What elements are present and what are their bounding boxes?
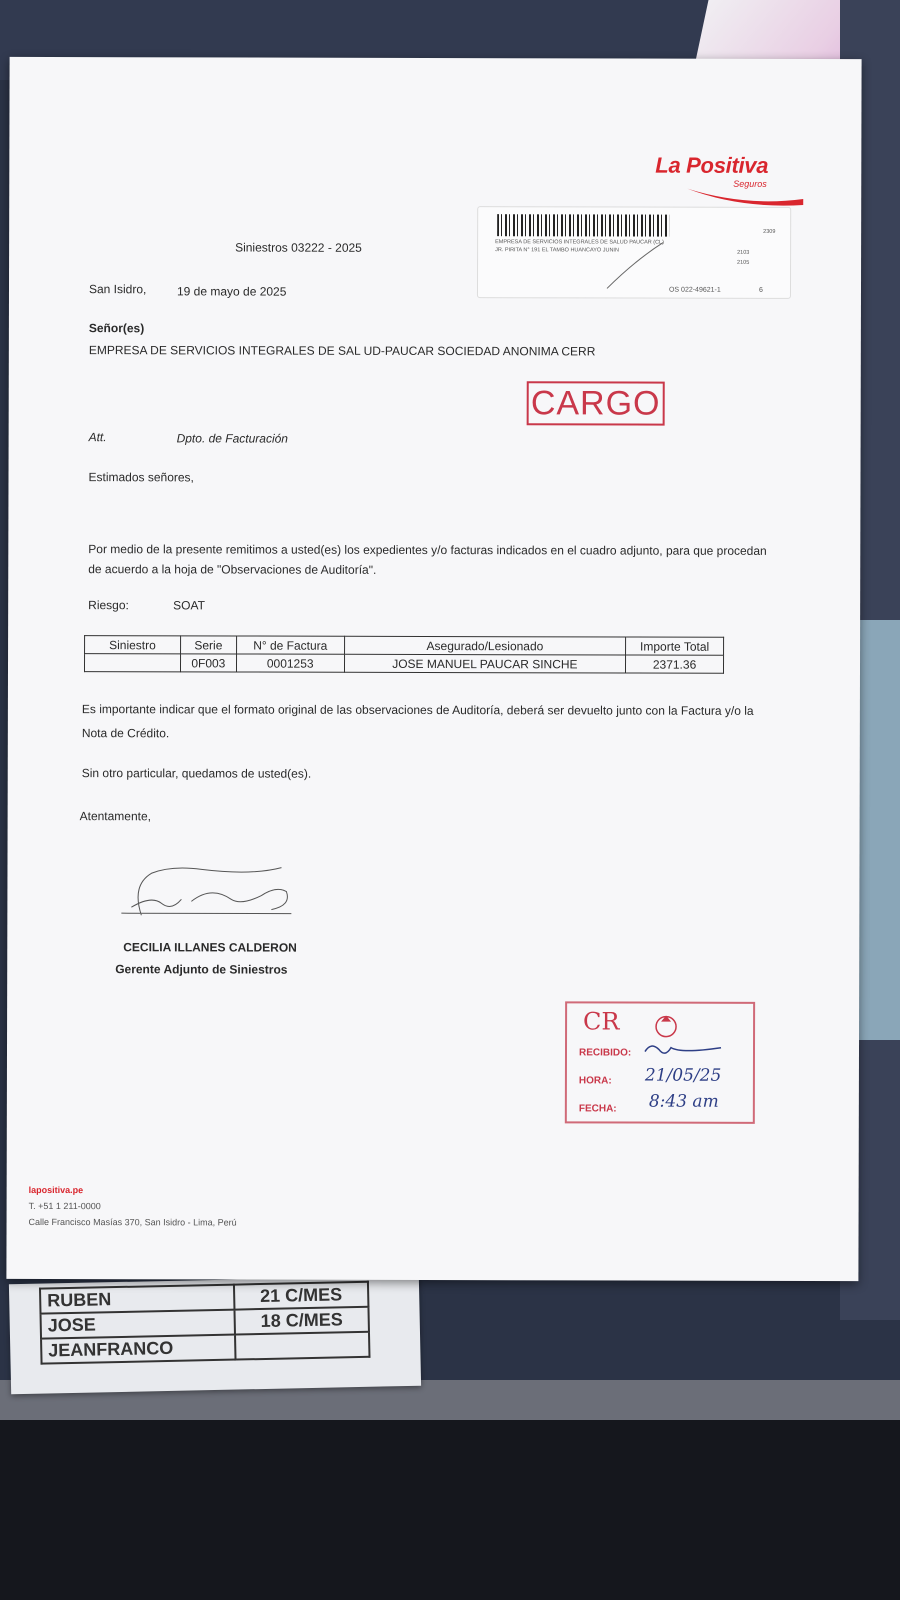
underlying-cell bbox=[235, 1332, 370, 1360]
underlying-cell: JOSE bbox=[41, 1310, 235, 1339]
hour-label: HORA: bbox=[578, 1075, 612, 1087]
date-label: FECHA: bbox=[578, 1103, 617, 1115]
brand-logo: La Positiva bbox=[655, 152, 769, 178]
stamp-logo: CR bbox=[583, 1007, 620, 1036]
underlying-cell: RUBEN bbox=[40, 1285, 234, 1314]
table-cell bbox=[84, 654, 180, 672]
signer-title: Gerente Adjunto de Siniestros bbox=[115, 962, 288, 977]
underlying-table bbox=[39, 1281, 371, 1365]
signer-name: CECILIA ILLANES CALDERON bbox=[123, 940, 297, 955]
receipt-value: 2103 bbox=[737, 249, 750, 256]
footer-address: Calle Francisco Masías 370, San Isidro - Lima, Perú bbox=[28, 1216, 237, 1228]
table-cell: 0F003 bbox=[180, 654, 236, 672]
body-paragraph: Es importante indicar que el formato original de las observaciones de Auditoría, deberá ser devuelto junto con la Factura y/o la Nota de Crédito. bbox=[81, 702, 754, 741]
column-header: Importe Total bbox=[626, 637, 724, 655]
column-header: Serie bbox=[180, 636, 236, 654]
receipt-value: 2105 bbox=[737, 259, 750, 266]
footer-phone: T. +51 1 211-0000 bbox=[28, 1200, 101, 1212]
table-header-row bbox=[85, 636, 724, 656]
brand-subtitle: Seguros bbox=[733, 178, 767, 189]
handwritten-initials bbox=[641, 1038, 731, 1060]
handwritten-date: 21/05/25 bbox=[644, 1065, 722, 1086]
table-cell: JOSE MANUEL PAUCAR SINCHE bbox=[344, 654, 626, 673]
underlying-cell: 18 C/MES bbox=[234, 1307, 369, 1335]
footer-website: lapositiva.pe bbox=[28, 1184, 84, 1196]
recipient-company: EMPRESA DE SERVICIOS INTEGRALES DE SAL UD-PAUCAR SOCIEDAD ANONIMA CERR bbox=[88, 343, 596, 359]
invoice-table bbox=[84, 635, 724, 674]
letter-title: Siniestros 03222 - 2025 bbox=[235, 240, 362, 255]
table-row bbox=[84, 654, 723, 674]
underlying-cell: JEANFRANCO bbox=[41, 1335, 235, 1364]
handwritten-signature bbox=[111, 855, 301, 923]
greeting: Estimados señores, bbox=[88, 470, 194, 485]
receipt-value: 2309 bbox=[763, 228, 776, 235]
handwritten-time: 8:43 am bbox=[648, 1091, 719, 1112]
att-value: Dpto. de Facturación bbox=[176, 431, 289, 446]
att-label: Att. bbox=[88, 430, 107, 445]
receipt-line: JR. PIRITA N° 191 EL TAMBO HUANCAYO JUNIN bbox=[495, 247, 619, 254]
risk-value: SOAT bbox=[173, 598, 205, 613]
body-paragraph: Sin otro particular, quedamos de usted(es). bbox=[81, 766, 312, 781]
letter-page bbox=[6, 57, 861, 1281]
receipt-scribble-icon bbox=[605, 240, 665, 290]
letter-place: San Isidro, bbox=[88, 282, 147, 297]
cargo-stamp: CARGO bbox=[527, 381, 665, 425]
receipt-line: EMPRESA DE SERVICIOS INTEGRALES DE SALUD PAUCAR (CL) bbox=[495, 239, 664, 246]
salutation-label: Señor(es) bbox=[88, 321, 145, 336]
floor bbox=[0, 1420, 900, 1600]
receipt-code-suffix: 6 bbox=[758, 286, 763, 294]
table-cell: 0001253 bbox=[236, 654, 344, 672]
received-stamp bbox=[565, 1001, 755, 1123]
column-header: Siniestro bbox=[85, 636, 181, 654]
body-paragraph: Por medio de la presente remitimos a usted(es) los expedientes y/o facturas indicados en el cuadro adjunto, para que procedan de acuerdo a la hoja de "Observaciones de Auditoría". bbox=[88, 542, 767, 577]
column-header: N° de Factura bbox=[236, 636, 344, 654]
brand-swoosh-icon bbox=[685, 185, 805, 207]
closing: Atentamente, bbox=[79, 809, 152, 824]
column-header: Asegurado/Lesionado bbox=[344, 636, 626, 655]
risk-label: Riesgo: bbox=[88, 598, 129, 613]
underlying-cell: 21 C/MES bbox=[234, 1282, 369, 1310]
table-cell: 2371.36 bbox=[626, 655, 724, 673]
barcode bbox=[497, 214, 669, 236]
letter-date: 19 de mayo de 2025 bbox=[176, 284, 287, 299]
receipt-code: OS 022-49621-1 bbox=[668, 286, 721, 294]
underlying-paper bbox=[9, 1276, 421, 1395]
received-label: RECIBIDO: bbox=[578, 1047, 632, 1059]
